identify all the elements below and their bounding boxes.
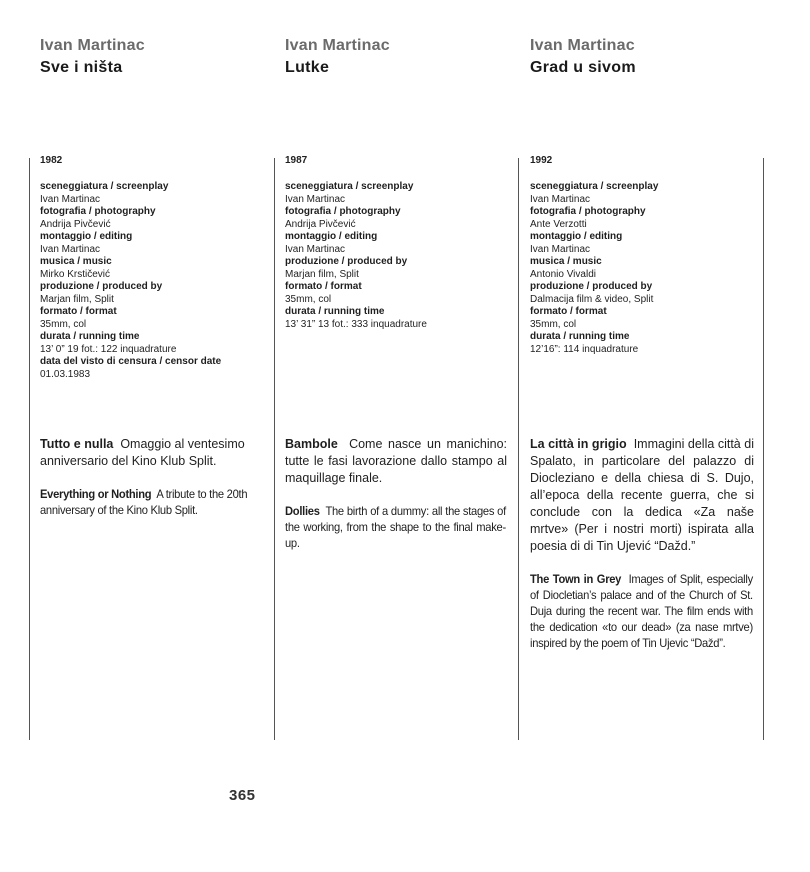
credit-label: durata / running time (530, 331, 630, 342)
film-year: 1982 (40, 155, 63, 166)
credit-label: sceneggiatura / screenplay (40, 181, 169, 192)
credit-value: Ante Verzotti (530, 218, 587, 230)
credit-label: formato / format (40, 306, 117, 317)
credit-value: 35mm, col (530, 318, 577, 330)
credits-list (530, 181, 770, 356)
credit-label: formato / format (530, 306, 607, 317)
column-divider-left (29, 158, 30, 740)
film-title: Lutke (285, 59, 330, 76)
synopsis-english-text: The birth of a dummy: all the stages of the working, from the shape to the final make-up. (285, 504, 506, 550)
credit-value: Marjan film, Split (285, 268, 359, 280)
credit-value: Ivan Martinac (530, 193, 591, 205)
credit-value: 13’ 0” 19 fot.: 122 inquadrature (40, 343, 177, 355)
synopsis-italian-text: Omaggio al ventesimo anniversario del Kino Klub Split. (40, 437, 245, 468)
credit-value: Ivan Martinac (530, 243, 591, 255)
synopsis-english-title: The Town in Grey (530, 572, 622, 586)
credit-value: Ivan Martinac (40, 193, 101, 205)
synopsis-english (40, 486, 261, 518)
synopsis-english-title: Everything or Nothing (40, 487, 152, 501)
film-title: Sve i ništa (40, 59, 123, 76)
credit-value: 35mm, col (40, 318, 87, 330)
synopsis-italian (40, 436, 262, 470)
credit-label: musica / music (40, 256, 112, 267)
synopsis (40, 436, 262, 518)
credit-label: durata / running time (40, 331, 140, 342)
synopsis-italian-title: Bambole (285, 437, 338, 451)
credit-value: Ivan Martinac (285, 243, 346, 255)
credit-label: montaggio / editing (40, 231, 133, 242)
credit-value: Marjan film, Split (40, 293, 114, 305)
credit-label: fotografia / photography (530, 206, 646, 217)
page-number: 365 (229, 787, 256, 804)
synopsis-italian-title: Tutto e nulla (40, 437, 114, 451)
credit-value: Mirko Krstičević (40, 268, 111, 280)
credit-value: Andrija Pivčević (285, 218, 356, 230)
film-author: Ivan Martinac (530, 37, 635, 54)
credit-value: Andrija Pivčević (40, 218, 111, 230)
synopsis-english (530, 571, 753, 651)
film-year: 1992 (530, 155, 553, 166)
credit-label: montaggio / editing (530, 231, 623, 242)
credits-list (40, 181, 280, 381)
credit-label: musica / music (530, 256, 602, 267)
credit-value: 13’ 31” 13 fot.: 333 inquadrature (285, 318, 427, 330)
credit-label: sceneggiatura / screenplay (530, 181, 659, 192)
credit-value: 01.03.1983 (40, 368, 91, 380)
credit-label: produzione / produced by (285, 256, 408, 267)
credit-value: 35mm, col (285, 293, 332, 305)
credit-label: montaggio / editing (285, 231, 378, 242)
credit-label: fotografia / photography (40, 206, 156, 217)
credit-value: 12’16”: 114 inquadrature (530, 343, 639, 355)
credit-label: sceneggiatura / screenplay (285, 181, 414, 192)
film-author: Ivan Martinac (40, 37, 145, 54)
synopsis-italian-title: La città in grigio (530, 437, 627, 451)
synopsis-english-text: Images of Split, especially of Diocletian’s palace and of the Church of St. Duja during the recent war. The film ends with the dedication «to our dead» (za nase mrtve) inspired by the poem of Tin Ujevic “Dažd”. (530, 572, 753, 650)
credits-list (285, 181, 525, 331)
synopsis (285, 436, 507, 551)
synopsis-english-text: A tribute to the 20th anniversary of the Kino Klub Split. (40, 487, 248, 517)
credit-value: Ivan Martinac (40, 243, 101, 255)
credit-value: Antonio Vivaldi (530, 268, 596, 280)
credit-label: fotografia / photography (285, 206, 401, 217)
credit-label: produzione / produced by (40, 281, 163, 292)
film-title: Grad u sivom (530, 59, 636, 76)
credit-label: produzione / produced by (530, 281, 653, 292)
credit-value: Ivan Martinac (285, 193, 346, 205)
synopsis-italian (530, 436, 754, 555)
film-year: 1987 (285, 155, 308, 166)
synopsis (530, 436, 754, 651)
synopsis-italian-text: Immagini della città di Spalato, in particolare del palazzo di Diocleziano e della chiesa di S. Dujo, all’epoca della recente guerra, che si conclude con la dedica «Za naše mrtve» (Per i nostri morti) ispirata alla poesia di di Tin Ujević “Dažd.” (530, 437, 754, 553)
synopsis-english-title: Dollies (285, 504, 320, 518)
credit-value: Dalmacija film & video, Split (530, 293, 654, 305)
credit-label: formato / format (285, 281, 362, 292)
synopsis-italian (285, 436, 507, 487)
synopsis-english (285, 503, 506, 551)
credit-label: durata / running time (285, 306, 385, 317)
credit-label: data del visto di censura / censor date (40, 356, 222, 367)
synopsis-italian-text: Come nasce un manichino: tutte le fasi lavorazione dallo stampo al maquillage finale. (285, 437, 507, 485)
film-author: Ivan Martinac (285, 37, 390, 54)
